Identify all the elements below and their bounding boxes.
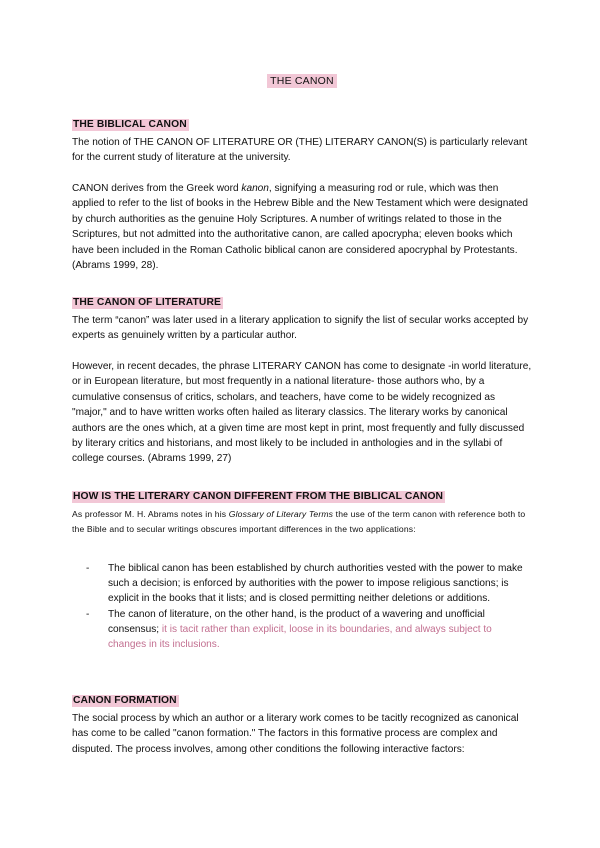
document-title — [72, 71, 532, 89]
biblical-paragraph-1: The notion of THE CANON OF LITERATURE OR (THE) LITERARY CANON(S) is particularly relevant for the current study of literature at the university. — [72, 137, 528, 164]
difference-intro: As professor M. H. Abrams notes in his Glossary of Literary Terms the use of the term canon with reference both to the Bible and to secular writings obscures important differences in the two applications: — [72, 509, 526, 535]
formation-paragraph-1: The social process by which an author or a literary work comes to be tacitly recognized as canonical has come to be called "canon formation." The factors in this formative process are complex and disputed. The process involves, among other conditions the following interactive factors: — [72, 713, 519, 755]
heading-canon-formation: CANON FORMATION — [73, 695, 177, 706]
heading-biblical-canon: THE BIBLICAL CANON — [73, 119, 187, 130]
title-text: THE CANON — [267, 74, 337, 88]
difference-bullet-list — [72, 561, 532, 652]
literature-paragraph-1: The term “canon” was later used in a literary application to signify the list of secular works accepted by experts as genuinely written by a particular author. — [72, 315, 529, 342]
heading-canon-difference: HOW IS THE LITERARY CANON DIFFERENT FROM THE BIBLICAL CANON — [73, 491, 444, 502]
biblical-paragraph-2: CANON derives from the Greek word kanon, signifying a measuring rod or rule, which was then applied to refer to the list of books in the Hebrew Bible and the New Testament which were designated by church authorities as the genuine Holy Scriptures. A number of writings related to those in the Scriptures, but not admitted into the authoritative canon, are called apocrypha; eleven books which have been included in the Roman Catholic biblical canon are considered apocryphal by Protestants. (Abrams 1999, 28). — [72, 183, 528, 272]
list-item: - The canon of literature, on the other hand, is the product of a wavering and unofficial consensus; it is tacit rather than explicit, loose in its boundaries, and always subject to changes in its inclusions. — [86, 608, 492, 651]
heading-canon-of-literature: THE CANON OF LITERATURE — [73, 297, 221, 308]
literature-paragraph-2: However, in recent decades, the phrase LITERARY CANON has come to designate -in world literature, or in European literature, but most frequently in a national literature- those authors who, by a cumulative consensus of critics, scholars, and teachers, have come to be widely recognized as "major," and to have written works often hailed as literary classics. The literary works by canonical authors are the ones which, at a given time are most kept in print, most frequently and fully discussed by literary critics and historians, and most likely to be included in anthologies and in the syllabi of college courses. (Abrams 1999, 27) — [72, 361, 532, 465]
list-item: - The biblical canon has been established by church authorities vested with the power to make such a decision; is enforced by authorities with the power to impose religious sanctions; is explicit in the books that it lists; and is closed permitting neither deletions or additions. — [86, 563, 523, 605]
